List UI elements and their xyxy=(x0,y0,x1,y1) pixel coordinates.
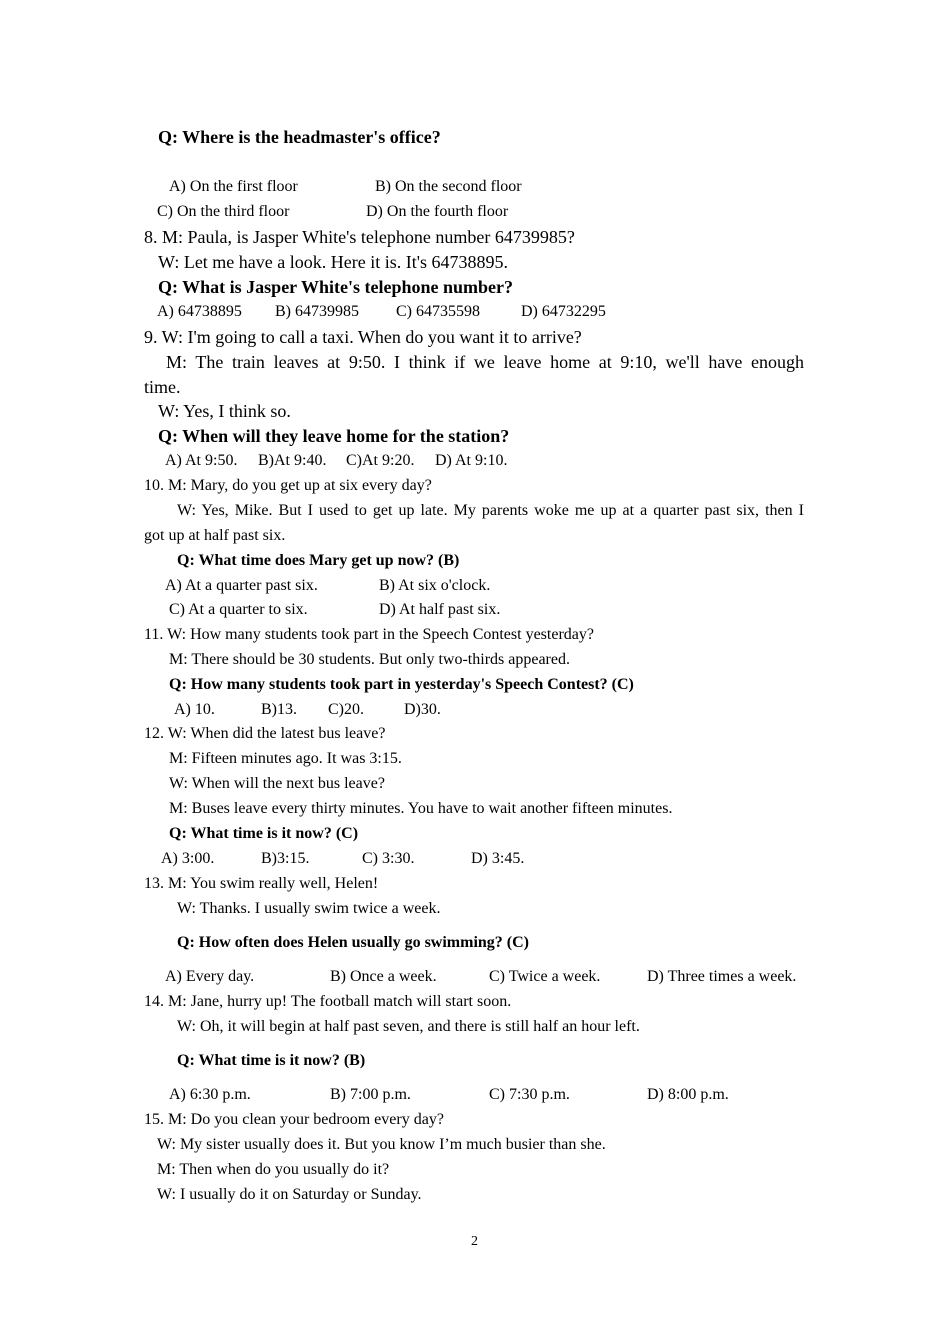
q8-question: Q: What is Jasper White's telephone number? xyxy=(158,277,514,297)
q13-option-a: A) Every day. xyxy=(165,968,255,985)
q11-option-c: C)20. xyxy=(328,701,364,718)
q10-line-1: 10. M: Mary, do you get up at six every day? xyxy=(144,477,432,494)
q9-line-1: 9. W: I'm going to call a taxi. When do you want it to arrive? xyxy=(144,327,582,347)
q9-line-2: M: The train leaves at 9:50. I think if we leave home at 9:10, we'll have enough xyxy=(166,352,804,372)
q8-option-d: D) 64732295 xyxy=(521,303,606,320)
q7-question: Q: Where is the headmaster's office? xyxy=(158,127,441,147)
q10-option-b: B) At six o'clock. xyxy=(379,577,491,594)
q12-question: Q: What time is it now? (C) xyxy=(169,825,359,842)
q12-option-b: B)3:15. xyxy=(261,850,310,867)
q13-question: Q: How often does Helen usually go swimming? (C) xyxy=(177,934,529,951)
q12-option-c: C) 3:30. xyxy=(362,850,415,867)
q12-option-a: A) 3:00. xyxy=(161,850,215,867)
q10-line-2: W: Yes, Mike. But I used to get up late. My parents woke me up at a quarter past six, then I xyxy=(177,502,804,519)
q10-option-a: A) At a quarter past six. xyxy=(165,577,318,594)
q11-line-2: M: There should be 30 students. But only two-thirds appeared. xyxy=(169,651,570,668)
q10-question: Q: What time does Mary get up now? (B) xyxy=(177,552,460,569)
q15-line-3: M: Then when do you usually do it? xyxy=(157,1161,390,1178)
q9-option-b: B)At 9:40. xyxy=(258,452,327,469)
q8-option-b: B) 64739985 xyxy=(275,303,359,320)
q11-option-d: D)30. xyxy=(404,701,441,718)
q8-option-a: A) 64738895 xyxy=(157,303,242,320)
q11-option-a: A) 10. xyxy=(174,701,215,718)
q14-option-c: C) 7:30 p.m. xyxy=(489,1086,570,1103)
q14-option-a: A) 6:30 p.m. xyxy=(169,1086,251,1103)
q10-option-c: C) At a quarter to six. xyxy=(169,601,308,618)
q12-option-d: D) 3:45. xyxy=(471,850,525,867)
q14-line-2: W: Oh, it will begin at half past seven, and there is still half an hour left. xyxy=(177,1018,640,1035)
q7-option-b: B) On the second floor xyxy=(375,178,522,195)
q11-line-1: 11. W: How many students took part in the Speech Contest yesterday? xyxy=(144,626,594,643)
q9-line-3: time. xyxy=(144,377,181,397)
q15-line-2: W: My sister usually does it. But you know I’m much busier than she. xyxy=(157,1136,606,1153)
q9-option-c: C)At 9:20. xyxy=(346,452,415,469)
q15-line-1: 15. M: Do you clean your bedroom every day? xyxy=(144,1111,444,1128)
q11-option-b: B)13. xyxy=(261,701,297,718)
q10-option-d: D) At half past six. xyxy=(379,601,501,618)
q9-option-a: A) At 9:50. xyxy=(165,452,238,469)
q9-option-d: D) At 9:10. xyxy=(435,452,508,469)
q13-option-c: C) Twice a week. xyxy=(489,968,601,985)
q12-line-1: 12. W: When did the latest bus leave? xyxy=(144,725,386,742)
q8-option-c: C) 64735598 xyxy=(396,303,480,320)
q14-question: Q: What time is it now? (B) xyxy=(177,1052,366,1069)
q8-line-2: W: Let me have a look. Here it is. It's 64738895. xyxy=(158,252,508,272)
q7-option-c: C) On the third floor xyxy=(157,203,290,220)
q13-option-d: D) Three times a week. xyxy=(647,968,797,985)
q14-line-1: 14. M: Jane, hurry up! The football match will start soon. xyxy=(144,993,512,1010)
q12-line-3: W: When will the next bus leave? xyxy=(169,775,385,792)
q13-line-2: W: Thanks. I usually swim twice a week. xyxy=(177,900,441,917)
q14-option-b: B) 7:00 p.m. xyxy=(330,1086,411,1103)
q12-line-2: M: Fifteen minutes ago. It was 3:15. xyxy=(169,750,402,767)
q7-option-a: A) On the first floor xyxy=(169,178,298,195)
q8-line-1: 8. M: Paula, is Jasper White's telephone number 64739985? xyxy=(144,227,575,247)
q14-option-d: D) 8:00 p.m. xyxy=(647,1086,729,1103)
q13-line-1: 13. M: You swim really well, Helen! xyxy=(144,875,379,892)
q15-line-4: W: I usually do it on Saturday or Sunday. xyxy=(157,1186,422,1203)
page-number: 2 xyxy=(471,1234,478,1249)
q11-question: Q: How many students took part in yesterday's Speech Contest? (C) xyxy=(169,676,634,693)
q13-option-b: B) Once a week. xyxy=(330,968,437,985)
q7-option-d: D) On the fourth floor xyxy=(366,203,509,220)
q12-line-4: M: Buses leave every thirty minutes. You have to wait another fifteen minutes. xyxy=(169,800,673,817)
q9-line-4: W: Yes, I think so. xyxy=(158,401,291,421)
q10-line-3: got up at half past six. xyxy=(144,527,286,544)
q9-question: Q: When will they leave home for the station? xyxy=(158,426,510,446)
